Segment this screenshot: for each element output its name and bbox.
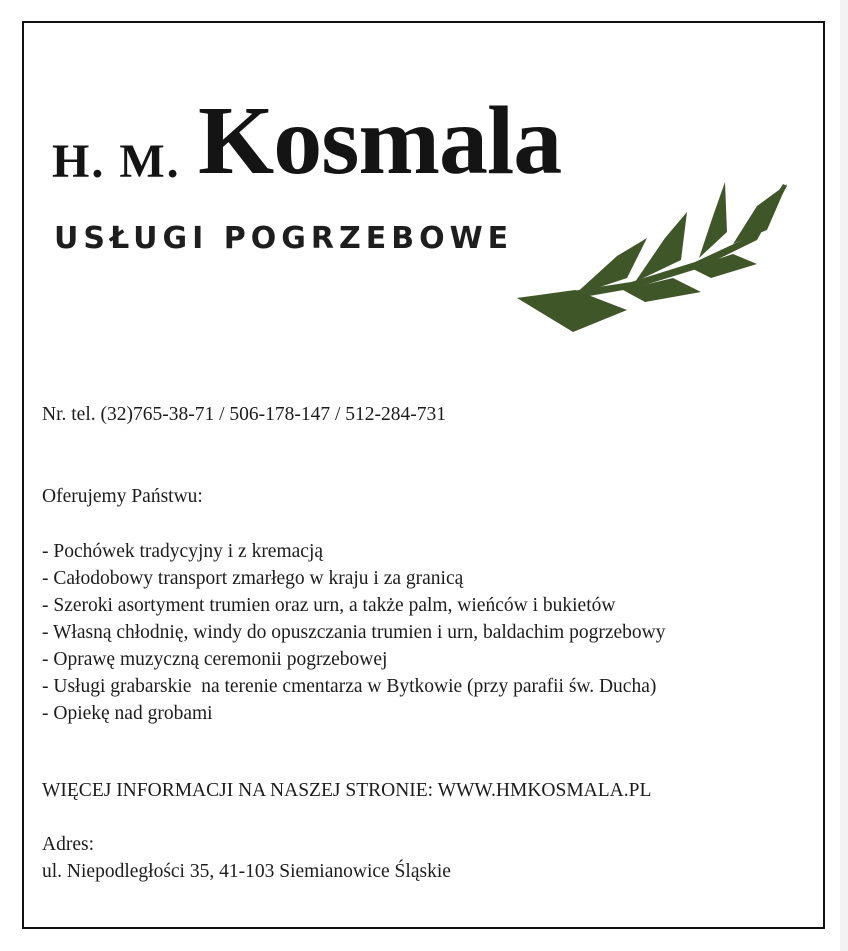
logo-subtitle: USŁUGI POGRZEBOWE (54, 221, 514, 256)
phone-numbers: Nr. tel. (32)765-38-71 / 506-178-147 / 512-284-731 (42, 404, 447, 425)
page-edge-strip (840, 0, 848, 951)
address-value: ul. Niepodległości 35, 41-103 Siemianowice Śląskie (42, 861, 451, 882)
offer-list (42, 538, 665, 727)
offer-item: - Szeroki asortyment trumien oraz urn, a także palm, wieńców i bukietów (42, 595, 616, 616)
offer-item: - Całodobowy transport zmarłego w kraju i za granicą (42, 568, 464, 589)
logo-initials: H. M. (52, 135, 181, 188)
offer-item: - Opiekę nad grobami (42, 703, 213, 724)
logo-name: Kosmala (198, 87, 562, 195)
offer-heading: Oferujemy Państwu: (42, 486, 203, 507)
laurel-leaves (517, 182, 787, 332)
offer-item: - Własną chłodnię, windy do opuszczania trumien i urn, baldachim pogrzebowy (42, 622, 666, 643)
offer-item: - Pochówek tradycyjny i z kremacją (42, 541, 324, 562)
address-label: Adres: (42, 834, 94, 855)
website-info: WIĘCEJ INFORMACJI NA NASZEJ STRONIE: WWW.HMKOSMALA.PL (42, 780, 652, 801)
laurel-branch-icon (495, 160, 795, 340)
offer-item: - Oprawę muzyczną ceremonii pogrzebowej (42, 649, 388, 670)
offer-item: - Usługi grabarskie na terenie cmentarza w Bytkowie (przy parafii św. Ducha) (42, 676, 657, 697)
